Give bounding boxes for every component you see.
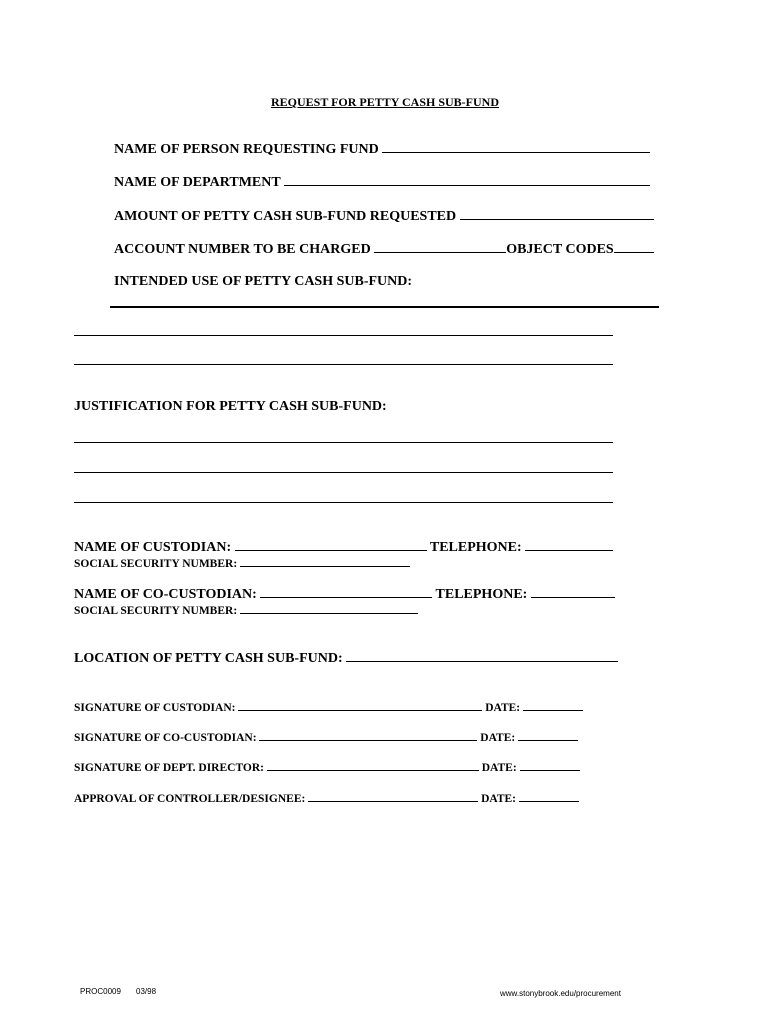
cocustodian-name-field[interactable] [260, 585, 432, 598]
custodian-signature-label: SIGNATURE OF CUSTODIAN: [74, 702, 236, 714]
cocustodian-signature-label: SIGNATURE OF CO-CUSTODIAN: [74, 732, 257, 744]
director-date-label: DATE: [481, 762, 517, 774]
form-date: 03/98 [136, 987, 157, 996]
controller-approval-field[interactable] [308, 789, 478, 802]
custodian-phone-label: TELEPHONE: [429, 540, 522, 555]
website-footer: www.stonybrook.edu/procurement [500, 989, 621, 998]
justification-line-3[interactable] [74, 502, 613, 503]
account-label: ACCOUNT NUMBER TO BE CHARGED [114, 242, 371, 257]
custodian-ssn-field[interactable] [240, 554, 410, 567]
justification-label: JUSTIFICATION FOR PETTY CASH SUB-FUND: [74, 399, 387, 414]
cocustodian-phone-label: TELEPHONE: [435, 587, 528, 602]
location-row [74, 649, 618, 667]
object-codes-field[interactable] [614, 240, 654, 253]
custodian-phone-field[interactable] [525, 538, 613, 551]
department-field[interactable] [284, 173, 650, 186]
director-signature-field[interactable] [267, 758, 479, 771]
cocustodian-signature-row [74, 728, 578, 745]
custodian-ssn-label: SOCIAL SECURITY NUMBER: [74, 558, 238, 570]
director-date-field[interactable] [520, 758, 580, 771]
justification-line-1[interactable] [74, 442, 613, 443]
controller-approval-label: APPROVAL OF CONTROLLER/DESIGNEE: [74, 793, 306, 805]
controller-approval-row [74, 789, 579, 806]
controller-date-field[interactable] [519, 789, 579, 802]
cocustodian-ssn-label: SOCIAL SECURITY NUMBER: [74, 605, 238, 617]
form-title: REQUEST FOR PETTY CASH SUB-FUND [270, 95, 500, 109]
account-row [114, 240, 654, 258]
custodian-name-field[interactable] [235, 538, 427, 551]
justification-line-2[interactable] [74, 472, 613, 473]
intended-use-label: INTENDED USE OF PETTY CASH SUB-FUND: [114, 274, 413, 289]
intended-use-line-1[interactable] [110, 306, 659, 308]
cocustodian-ssn-row [74, 601, 418, 618]
location-label: LOCATION OF PETTY CASH SUB-FUND: [74, 651, 343, 666]
custodian-ssn-row [74, 554, 410, 571]
custodian-signature-row [74, 698, 583, 715]
cocustodian-signature-field[interactable] [259, 728, 477, 741]
department-label: NAME OF DEPARTMENT [114, 175, 281, 190]
account-number-field[interactable] [374, 240, 506, 253]
custodian-date-label: DATE: [485, 702, 521, 714]
controller-date-label: DATE: [481, 793, 517, 805]
director-signature-label: SIGNATURE OF DEPT. DIRECTOR: [74, 762, 264, 774]
custodian-date-field[interactable] [523, 698, 583, 711]
amount-label: AMOUNT OF PETTY CASH SUB-FUND REQUESTED [114, 209, 457, 224]
director-signature-row [74, 758, 580, 775]
form-code: PROC0009 [80, 987, 121, 996]
person-requesting-field[interactable] [382, 140, 650, 153]
cocustodian-date-field[interactable] [518, 728, 578, 741]
object-codes-label: OBJECT CODES [506, 242, 614, 257]
location-field[interactable] [346, 649, 618, 662]
cocustodian-ssn-field[interactable] [240, 601, 418, 614]
department-row [114, 173, 650, 191]
cocustodian-date-label: DATE: [480, 732, 516, 744]
intended-use-line-2[interactable] [74, 335, 613, 336]
amount-row [114, 207, 654, 225]
cocustodian-name-label: NAME OF CO-CUSTODIAN: [74, 587, 257, 602]
custodian-signature-field[interactable] [238, 698, 482, 711]
person-requesting-label: NAME OF PERSON REQUESTING FUND [114, 142, 379, 157]
person-requesting-row [114, 140, 650, 158]
cocustodian-phone-field[interactable] [531, 585, 615, 598]
custodian-name-label: NAME OF CUSTODIAN: [74, 540, 232, 555]
intended-use-line-3[interactable] [74, 364, 613, 365]
amount-field[interactable] [460, 207, 654, 220]
